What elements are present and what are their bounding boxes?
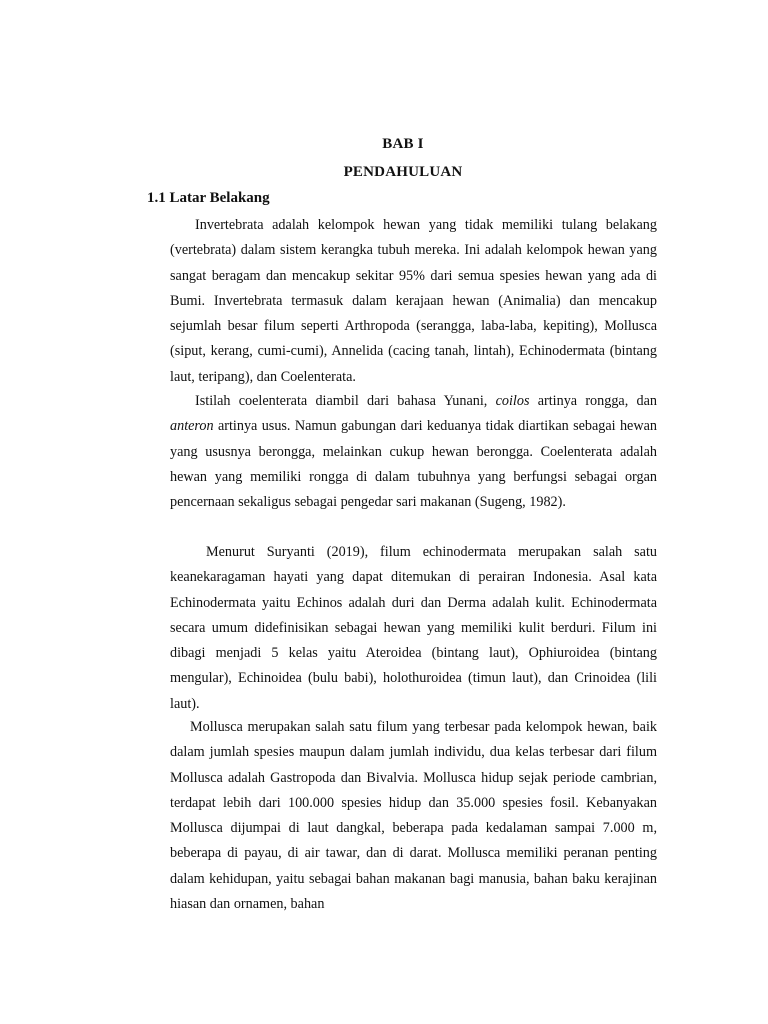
chapter-title: PENDAHULUAN: [343, 164, 463, 180]
paragraph-echinodermata: Menurut Suryanti (2019), filum echinodermata merupakan salah satu keanekaragaman hayati yang dapat ditemukan di perairan Indonesia. Asal kata Echinodermata yaitu Echinos adalah duri dan Derma adalah kulit. Echinodermata secara umum didefinisikan sebagai hewan yang memiliki kulit berduri. Filum ini dibagi menjadi 5 kelas yaitu Ateroidea (bintang laut), Ophiuroidea (bintang mengular), Echinoidea (bulu babi), holothuroidea (timun laut), dan Crinoidea (lili laut).: [170, 544, 657, 712]
italic-term-anteron: anteron: [170, 418, 214, 435]
chapter-heading: BAB I: [382, 136, 424, 152]
paragraph-invertebrata: Invertebrata adalah kelompok hewan yang tidak memiliki tulang belakang (vertebrata) dalam sistem kerangka tubuh mereka. Ini adalah kelompok hewan yang sangat beragam dan mencakup sekitar 95% dari semua spesies hewan yang ada di Bumi. Invertebrata termasuk dalam kerajaan hewan (Animalia) dan mencakup sejumlah besar filum seperti Arthropoda (serangga, laba-laba, kepiting), Mollusca (siput, kerang, cumi-cumi), Annelida (cacing tanah, lintah), Echinodermata (bintang laut, teripang), dan Coelenterata.: [170, 217, 657, 385]
paragraph-text: artinya usus. Namun gabungan dari keduanya tidak diartikan sebagai hewan yang ususnya berongga, melainkan cukup hewan berongga. Coelenterata adalah hewan yang memiliki rongga di dalam tubuhnya yang berfungsi sebagai organ pencernaan sekaligus sebagai pengedar sari makanan (Sugeng, 1982).: [170, 418, 657, 511]
paragraph-mollusca: Mollusca merupakan salah satu filum yang terbesar pada kelompok hewan, baik dalam jumlah spesies maupun dalam jumlah individu, dua kelas terbesar dari filum Mollusca adalah Gastropoda dan Bivalvia. Mollusca hidup sejak periode cambrian, terdapat lebih dari 100.000 spesies hidup dan 35.000 spesies fosil. Kebanyakan Mollusca dijumpai di laut dangkal, beberapa pada kedalaman sampai 7.000 m, beberapa di payau, di air tawar, dan di darat. Mollusca memiliki peranan penting dalam kehidupan, yaitu sebagai bahan makanan bagi manusia, bahan baku kerajinan hiasan dan ornamen, bahan: [170, 719, 657, 913]
paragraph-coelenterata: [170, 389, 657, 515]
section-heading: 1.1 Latar Belakang: [147, 190, 270, 206]
paragraph-text: artinya rongga, dan: [529, 393, 657, 409]
paragraph-text: Istilah coelenterata diambil dari bahasa Yunani,: [195, 393, 496, 409]
italic-term-coilos: coilos: [495, 393, 530, 409]
